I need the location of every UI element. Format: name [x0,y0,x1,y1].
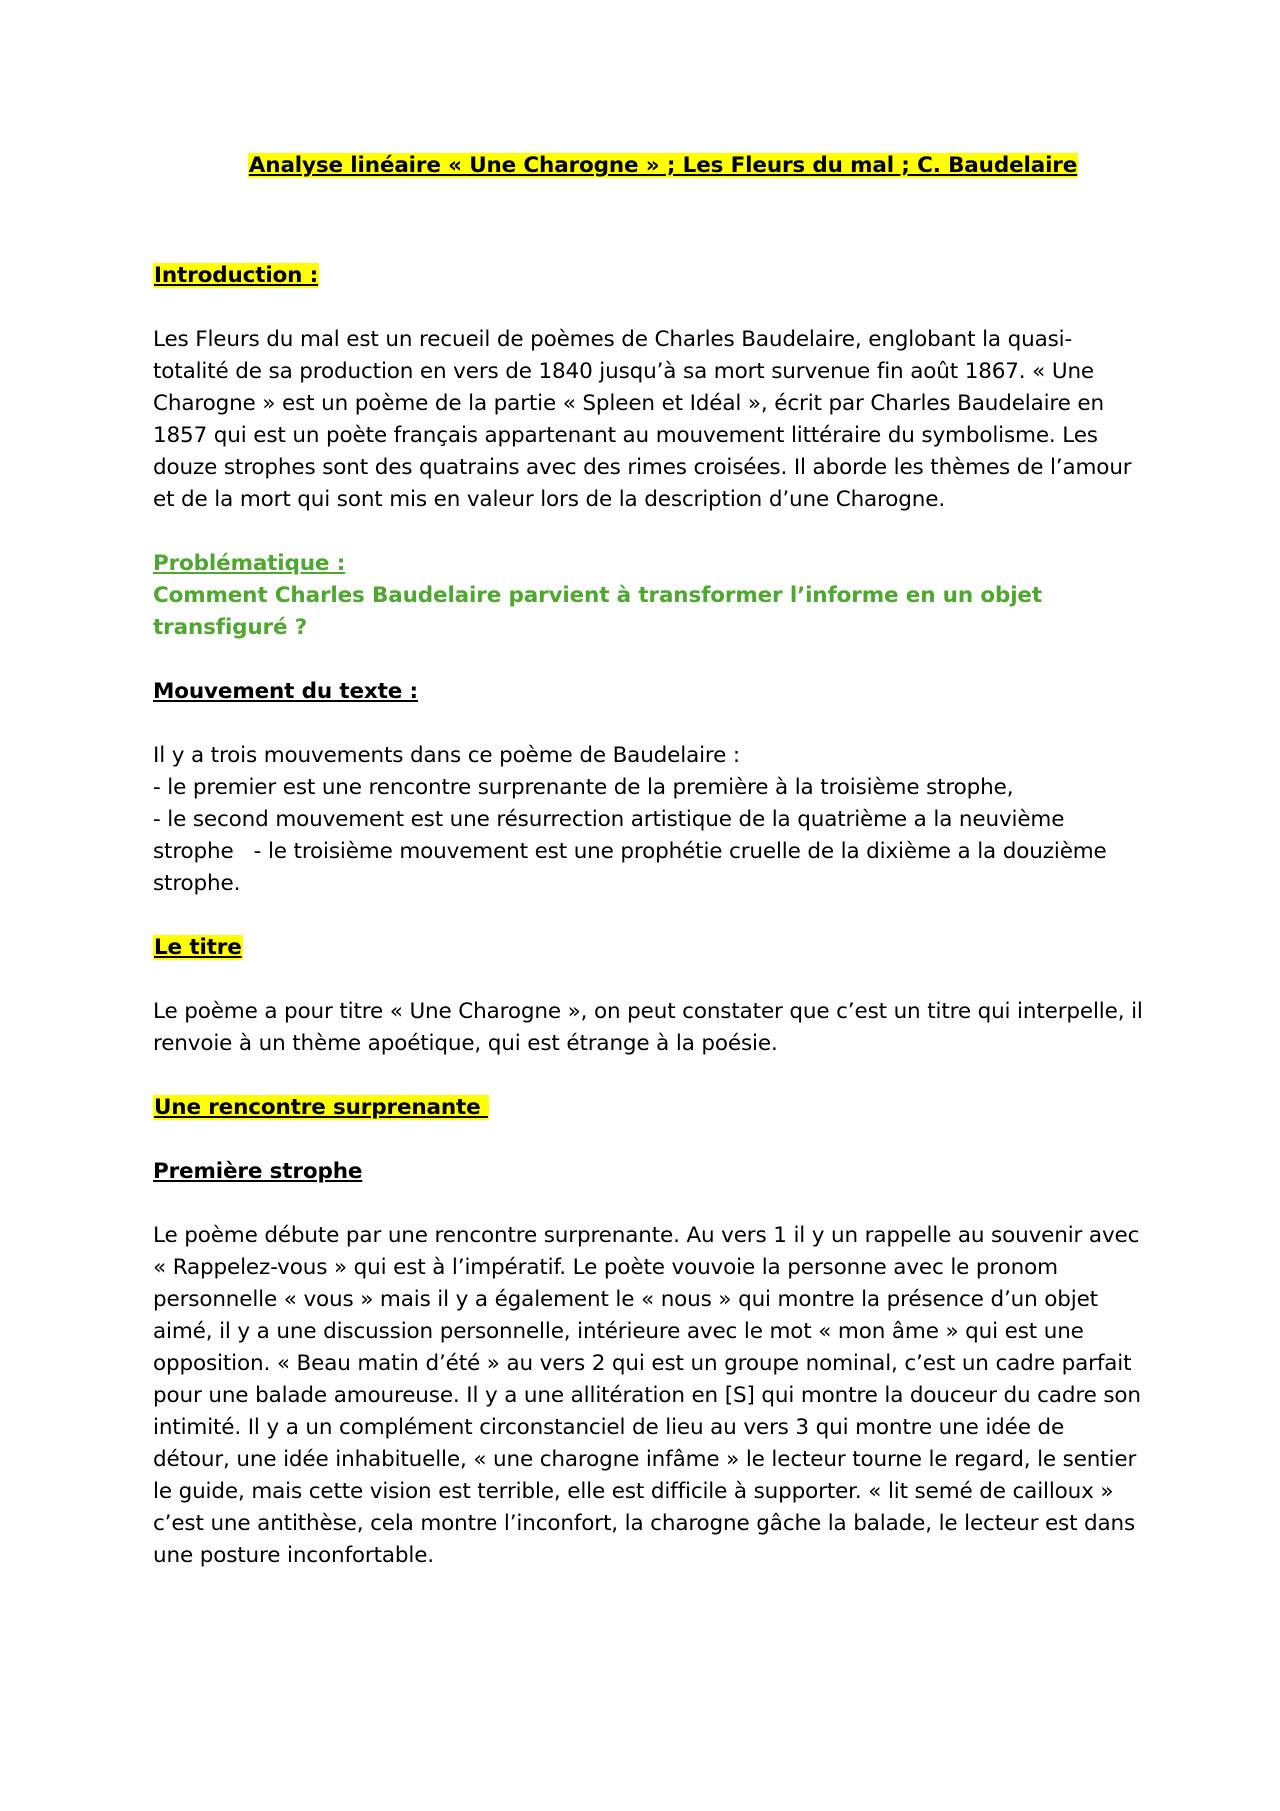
mouvement-line-2: - le second mouvement est une résurrection artistique de la quatrième a la neuvième strophe - le troisième mouvement est une prophétie cruelle de la dixième a la douzième strophe. [153,807,1114,896]
premiere-strophe-paragraph: Le poème débute par une rencontre surprenante. Au vers 1 il y un rappelle au souvenir avec « Rappelez-vous » qui est à l’impératif. Le poète vouvoie la personne avec le pronom personnelle « vous » mais il y a également le « nous » qui montre la présence d’un objet aimé, il y a une discussion personnelle, intérieure avec le mot « mon âme » qui est une opposition. « Beau matin d’été » au vers 2 qui est un groupe nominal, c’est un cadre parfait pour une balade amoureuse. Il y a une allitération en [S] qui montre la douceur du cadre son intimité. Il y a un complément circonstanciel de lieu au vers 3 qui montre une idée de détour, une idée inhabituelle, « une charogne infâme » le lecteur tourne le regard, le sentier le guide, mais cette vision est terrible, elle est difficile à supporter. « lit semé de cailloux » c’est une antithèse, cela montre l’inconfort, la charogne gâche la balade, le lecteur est dans une posture inconfortable. [153,1223,1141,1568]
mouvement-intro: Il y a trois mouvements dans ce poème de Baudelaire : [153,743,740,768]
rencontre-heading-row [153,1092,1143,1124]
introduction-heading-row [153,260,1143,292]
introduction-heading: Introduction : [154,263,319,288]
document-title: Analyse linéaire « Une Charogne » ; Les Fleurs du mal ; C. Baudelaire [248,153,1078,178]
document-title-row [153,150,1143,182]
rencontre-heading: Une rencontre surprenante [154,1095,488,1120]
titre-heading-row [153,932,1143,964]
titre-paragraph: Le poème a pour titre « Une Charogne », on peut constater que c’est un titre qui interpelle, il renvoie à un thème apoétique, qui est étrange à la poésie. [153,999,1143,1056]
premiere-strophe-heading-row [153,1156,1143,1188]
titre-heading: Le titre [154,935,242,960]
mouvement-heading: Mouvement du texte : [153,679,418,704]
premiere-strophe-heading: Première strophe [153,1159,363,1184]
document-page [153,150,1143,1604]
problematique-block [153,548,1143,644]
introduction-paragraph: Les Fleurs du mal est un recueil de poèmes de Charles Baudelaire, englobant la quasi-totalité de sa production en vers de 1840 jusqu’à sa mort survenue fin août 1867. « Une Charogne » est un poème de la partie « Spleen et Idéal », écrit par Charles Baudelaire en 1857 qui est un poète français appartenant au mouvement littéraire du symbolisme. Les douze strophes sont des quatrains avec des rimes croisées. Il aborde les thèmes de l’amour et de la mort qui sont mis en valeur lors de la description d’une Charogne. [153,327,1132,512]
problematique-label: Problématique : [153,551,346,576]
problematique-question: Comment Charles Baudelaire parvient à transformer l’informe en un objet transfiguré ? [153,583,1042,640]
mouvement-heading-row [153,676,1143,708]
mouvement-list [153,740,1143,900]
mouvement-line-1: - le premier est une rencontre surprenante de la première à la troisième strophe, [153,775,1014,800]
